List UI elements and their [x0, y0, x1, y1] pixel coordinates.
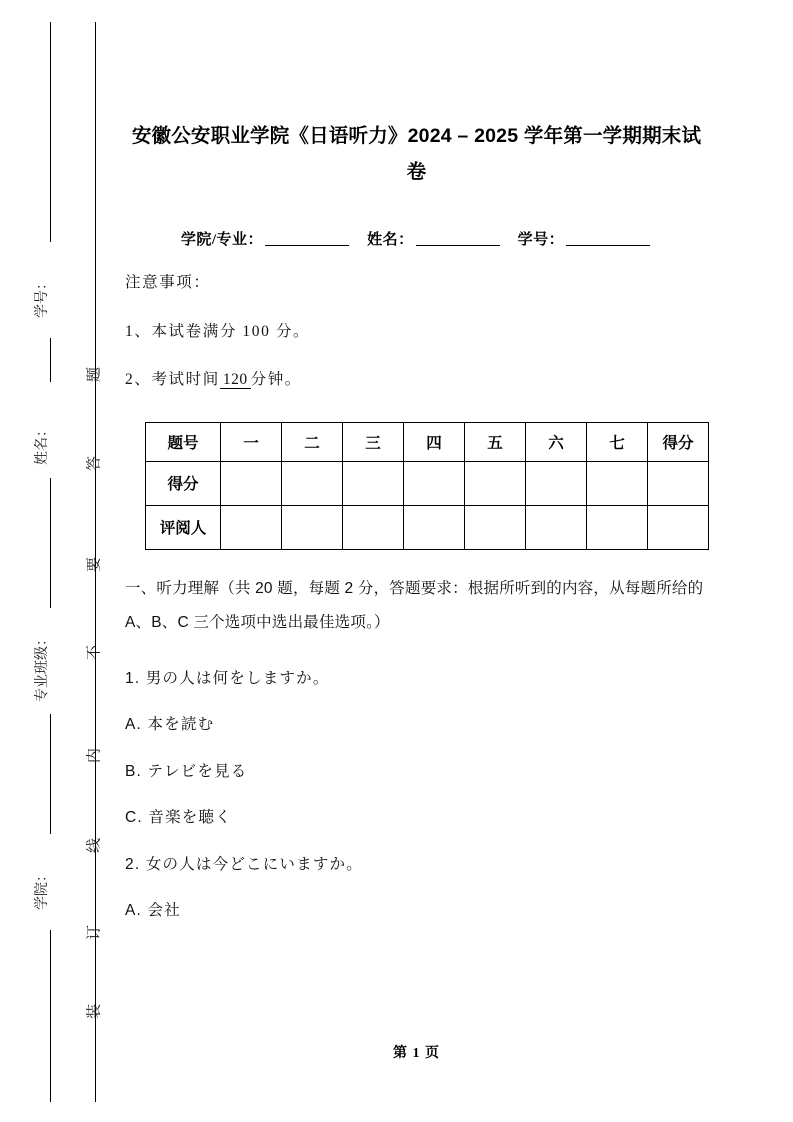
score-cell[interactable]: [282, 461, 343, 505]
seal-char-yao: 要: [86, 557, 103, 573]
note-item-2-suffix: 分钟。: [250, 371, 302, 388]
binding-outer-rule-segment: [50, 22, 51, 242]
reviewer-cell[interactable]: [221, 505, 282, 549]
note-item-2-prefix: 2、考试时间: [125, 371, 220, 388]
table-header-cell: 六: [526, 422, 587, 461]
table-row: [146, 505, 709, 549]
table-header-cell: 七: [587, 422, 648, 461]
question-option[interactable]: C. 音楽を聴く: [125, 809, 232, 826]
name-blank[interactable]: [416, 245, 500, 246]
table-row-label: 得分: [146, 461, 221, 505]
reviewer-cell[interactable]: [282, 505, 343, 549]
page-footer: 第 1 页: [393, 1046, 440, 1061]
exam-duration-value: 120: [220, 372, 251, 389]
table-header-cell: 三: [343, 422, 404, 461]
reviewer-cell[interactable]: [587, 505, 648, 549]
binding-outer-rule-segment: [50, 714, 51, 834]
score-table: [145, 422, 709, 550]
score-cell[interactable]: [343, 461, 404, 505]
reviewer-cell[interactable]: [465, 505, 526, 549]
seal-char-zhuang: 装: [86, 1004, 103, 1020]
margin-label-college: 学院：: [35, 868, 50, 910]
student-id-label: 学号：: [517, 232, 565, 248]
page-title: 安徽公安职业学院《日语听力》2024 – 2025 学年第一学期期末试卷: [131, 125, 702, 183]
score-cell[interactable]: [404, 461, 465, 505]
student-id-blank[interactable]: [566, 245, 650, 246]
note-item-1: 1、本试卷满分 100 分。: [125, 322, 311, 340]
reviewer-cell[interactable]: [404, 505, 465, 549]
section-heading-line-2: 从每题所给的 A、B、C 三个选项中选出最佳选项。）: [125, 579, 704, 631]
college-major-label: 学院/专业：: [180, 232, 264, 248]
binding-outer-rule-segment: [50, 478, 51, 608]
margin-label-class: 专业班级：: [35, 632, 50, 702]
seal-char-ding: 订: [86, 925, 103, 941]
score-cell[interactable]: [526, 461, 587, 505]
question-text: 1. 男の人は何をしますか。: [125, 669, 330, 687]
question-option[interactable]: A. 本を読む: [125, 716, 215, 733]
table-row: [146, 461, 709, 505]
section-heading: [125, 572, 708, 640]
binding-margin: [0, 0, 103, 1122]
seal-char-nei: 内: [86, 748, 103, 764]
binding-outer-rule-segment: [50, 930, 51, 1102]
table-header-cell: 得分: [648, 422, 709, 461]
table-row-header: [146, 422, 709, 461]
margin-label-student-id: 学号：: [35, 276, 50, 318]
college-major-blank[interactable]: [265, 245, 349, 246]
seal-char-xian: 线: [86, 838, 103, 854]
score-cell[interactable]: [221, 461, 282, 505]
table-header-cell: 一: [221, 422, 282, 461]
reviewer-cell[interactable]: [648, 505, 709, 549]
table-row-label: 评阅人: [146, 505, 221, 549]
page-content: [125, 0, 708, 1122]
table-header-cell: 四: [404, 422, 465, 461]
name-label: 姓名：: [367, 232, 414, 248]
binding-outer-rule-segment: [50, 338, 51, 382]
reviewer-cell[interactable]: [343, 505, 404, 549]
note-item-2: [125, 372, 708, 389]
score-cell[interactable]: [648, 461, 709, 505]
question-option[interactable]: B. テレビを見る: [125, 762, 248, 780]
seal-char-ti: 题: [86, 367, 103, 383]
question-option[interactable]: A. 会社: [125, 902, 181, 919]
score-cell[interactable]: [465, 461, 526, 505]
table-header-cell: 题号: [146, 422, 221, 461]
table-header-cell: 五: [465, 422, 526, 461]
seal-char-bu: 不: [86, 645, 103, 661]
seal-char-da: 答: [86, 456, 103, 472]
student-info-line: [125, 190, 708, 249]
score-cell[interactable]: [587, 461, 648, 505]
section-heading-line-1: 一、听力理解（共 20 题，每题 2 分，答题要求：根据所听到的内容，: [125, 579, 610, 597]
table-header-cell: 二: [282, 422, 343, 461]
notes-section: [125, 249, 708, 389]
reviewer-cell[interactable]: [526, 505, 587, 549]
notes-heading: 注意事项：: [125, 274, 211, 291]
margin-label-name: 姓名：: [35, 423, 50, 465]
question-text: 2. 女の人は今どこにいますか。: [125, 855, 363, 873]
